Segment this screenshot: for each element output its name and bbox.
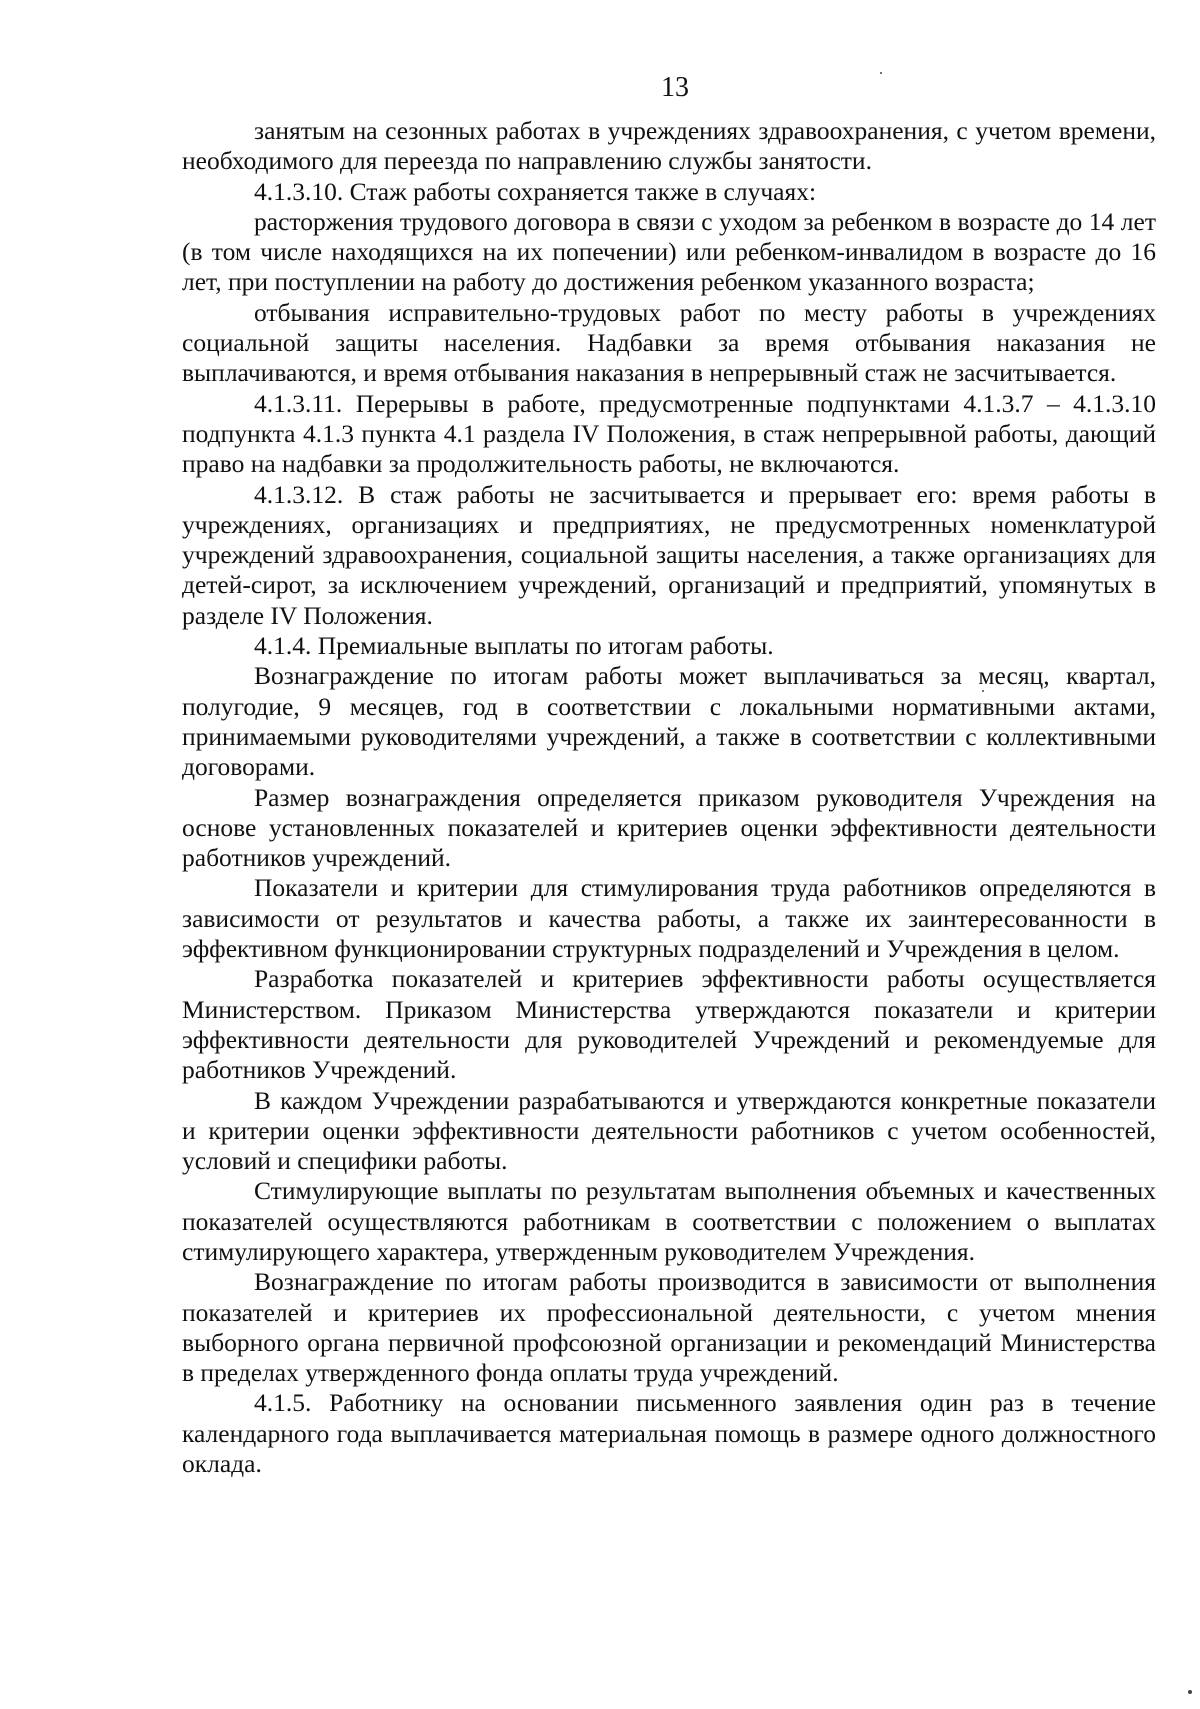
paragraph: Вознаграждение по итогам работы производится в зависимости от выполнения показателей и критериев их профессиональной деятельности, с учетом мнения выборного органа первичной профсоюзной организации и рекомендаций Министерства в пределах утвержденного фонда оплаты труда учреждений. [182, 1267, 1156, 1388]
paragraph: Вознаграждение по итогам работы может выплачиваться за месяц, квартал, полугодие, 9 месяцев, год в соответствии с локальными нормативными актами, принимаемыми руководителями учреждений, а также в соответствии с коллективными договорами. [182, 661, 1156, 782]
paragraph: Стимулирующие выплаты по результатам выполнения объемных и качественных показателей осуществляются работникам в соответствии с положением о выплатах стимулирующего характера, утвержденным руководителем Учреждения. [182, 1176, 1156, 1266]
paragraph: занятым на сезонных работах в учреждениях здравоохранения, с учетом времени, необходимого для переезда по направлению службы занятости. [182, 116, 1156, 176]
paragraph: расторжения трудового договора в связи с уходом за ребенком в возрасте до 14 лет (в том числе находящихся на их попечении) или ребенком-инвалидом в возрасте до 16 лет, при поступлении на работу до достижения ребенком указанного возраста; [182, 206, 1156, 297]
paragraph: Размер вознаграждения определяется приказом руководителя Учреждения на основе установленных показателей и критериев оценки эффективности деятельности работников учреждений. [182, 782, 1156, 873]
paragraph: 4.1.3.11. Перерывы в работе, предусмотренные подпунктами 4.1.3.7 – 4.1.3.10 подпункта 4.1.3 пункта 4.1 раздела IV Положения, в стаж непрерывной работы, дающий право на надбавки за продолжительность работы, не включаются. [182, 388, 1156, 479]
paragraph: В каждом Учреждении разрабатываются и утверждаются конкретные показатели и критерии оценки эффективности деятельности работников с учетом особенностей, условий и специфики работы. [182, 1085, 1156, 1176]
paragraph: 4.1.5. Работнику на основании письменного заявления один раз в течение календарного года выплачивается материальная помощь в размере одного должностного оклада. [182, 1388, 1156, 1479]
paragraph: Показатели и критерии для стимулирования труда работников определяются в зависимости от результатов и качества работы, а также их заинтересованности в эффективном функционировании структурных подразделений и Учреждения в целом. [182, 873, 1156, 964]
paragraph: 4.1.3.12. В стаж работы не засчитывается и прерывает его: время работы в учреждениях, организациях и предприятиях, не предусмотренных номенклатурой учреждений здравоохранения, социальной защиты населения, а также организациях для детей-сирот, за исключением учреждений, организаций и предприятий, упомянутых в разделе IV Положения. [182, 479, 1156, 630]
paragraph: отбывания исправительно-трудовых работ по месту работы в учреждениях социальной защиты населения. Надбавки за время отбывания наказания не выплачиваются, и время отбывания наказания в непрерывный стаж не засчитывается. [182, 297, 1156, 388]
scan-speck [1188, 1690, 1192, 1694]
document-body [182, 116, 1156, 1479]
paragraph: 4.1.3.10. Стаж работы сохраняется также в случаях: [254, 176, 817, 206]
paragraph: Разработка показателей и критериев эффективности работы осуществляется Министерством. Приказом Министерства утверждаются показатели и критерии эффективности деятельности для руководителей Учреждений и рекомендуемые для работников Учреждений. [182, 964, 1156, 1085]
page-number: 13 [661, 72, 689, 103]
scan-speck [982, 690, 984, 692]
scan-speck [880, 72, 882, 74]
paragraph: 4.1.4. Премиальные выплаты по итогам работы. [254, 631, 774, 661]
